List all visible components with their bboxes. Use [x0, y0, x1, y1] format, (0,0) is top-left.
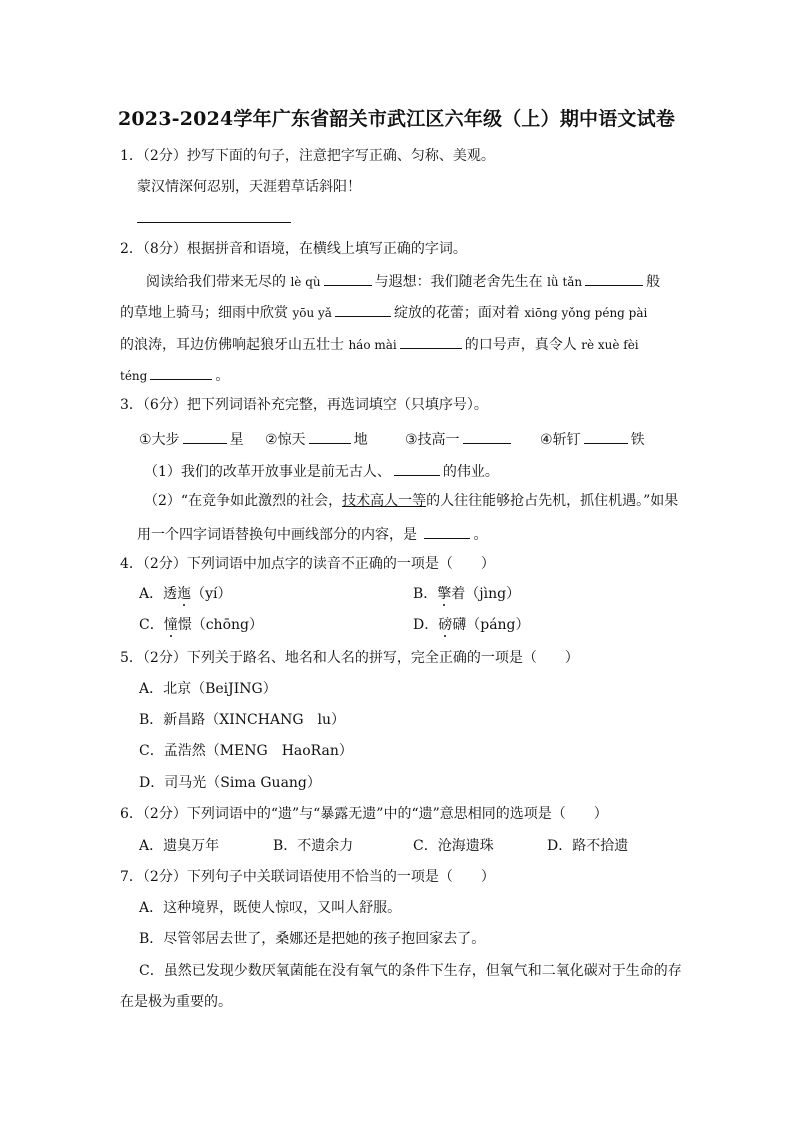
underlined-phrase: 技术高人一等	[342, 493, 427, 509]
question-2-line-2	[120, 302, 647, 322]
q3-sentence-2	[144, 492, 678, 510]
option-text: 礴（páng）	[452, 617, 530, 633]
q6-option-b[interactable]: B．不遗余力	[273, 838, 354, 854]
answer-blank[interactable]	[150, 365, 212, 380]
question-1-stem: 1．（2分）抄写下面的句子，注意把字写正确、匀称、美观。	[120, 148, 495, 164]
pinyin: rè xuè fèi	[581, 338, 639, 352]
q4-option-b[interactable]	[413, 585, 520, 603]
question-4-stem: 4．（2分）下列词语中加点字的读音不正确的一项是（ ）	[120, 556, 495, 572]
option-text: C．	[139, 617, 164, 633]
question-7-stem: 7．（2分）下列句子中关联词语使用不恰当的一项是（ ）	[120, 869, 495, 885]
q5-option-b[interactable]: B．新昌路（XINCHANG lu）	[139, 712, 345, 728]
pinyin: lǜ tǎn	[547, 275, 583, 289]
q3-item-3	[405, 429, 514, 449]
q4-option-c[interactable]	[139, 616, 263, 634]
q5-option-d[interactable]: D．司马光（Sima Guang）	[139, 775, 321, 791]
q4-option-a[interactable]	[139, 585, 232, 603]
q2-text: 的口号声，真令人	[464, 337, 582, 353]
answer-blank[interactable]	[585, 271, 643, 286]
pinyin: háo mài	[348, 338, 397, 352]
answer-blank[interactable]	[309, 429, 351, 444]
q5-option-c[interactable]: C．孟浩然（MENG HaoRan）	[139, 743, 353, 759]
option-text: 憬（chōng）	[177, 617, 263, 633]
q6-option-a[interactable]: A．遗臭万年	[139, 838, 220, 854]
question-6-stem: 6．（2分）下列词语中的“遗”与“暴露无遗”中的“遗”意思相同的选项是（ ）	[120, 806, 608, 822]
q7-option-c-line-1[interactable]: C．虽然已发现少数厌氧菌能在没有氧气的条件下生存，但氧气和二氧化碳对于生命的存	[139, 963, 682, 979]
question-2-line-4	[120, 365, 229, 385]
answer-blank[interactable]	[335, 302, 391, 317]
answer-blank[interactable]	[424, 524, 470, 539]
question-5-stem: 5．（2分）下列关于路名、地名和人名的拼写，完全正确的一项是（ ）	[120, 650, 579, 666]
option-text: D．	[413, 617, 439, 633]
option-text: （yí）	[191, 586, 232, 602]
q6-option-c[interactable]: C．沧海遗珠	[413, 838, 494, 854]
page-title: 2023-2024学年广东省韶关市武江区六年级（上）期中语文试卷	[117, 108, 676, 130]
answer-blank[interactable]	[463, 429, 511, 444]
q2-text: 阅读给我们带来无尽的	[146, 274, 291, 290]
pinyin: téng	[120, 369, 148, 383]
item-number: ①	[139, 432, 152, 448]
q3-item-2	[265, 429, 368, 449]
q3-text: 。	[473, 527, 488, 543]
question-1-sentence: 蒙汉情深何忍别，天涯碧草话斜阳！	[137, 179, 361, 195]
answer-blank[interactable]	[584, 429, 628, 444]
q2-text: 的草地上骑马；细雨中欣赏	[120, 305, 293, 321]
item-text: 大步	[151, 432, 180, 448]
q5-option-a[interactable]: A．北京（BeiJING）	[139, 681, 277, 697]
q7-option-b[interactable]: B．尽管邻居去世了，桑娜还是把她的孩子抱回家去了。	[139, 931, 486, 947]
item-text: 斩钉	[552, 432, 581, 448]
pinyin: xiōng yǒng péng pài	[524, 306, 648, 320]
item-text: 惊天	[277, 432, 306, 448]
q3-text: 用一个四字词语替换句中画线部分的内容，是	[137, 527, 422, 543]
q2-text: 。	[215, 368, 230, 384]
q7-option-a[interactable]: A．这种境界，既使人惊叹，又叫人舒服。	[139, 900, 402, 916]
answer-blank[interactable]	[400, 334, 462, 349]
q3-text: （1）我们的改革开放事业是前无古人、	[144, 464, 391, 480]
q2-text: 般	[646, 274, 661, 290]
dotted-char: 磅	[438, 617, 453, 633]
item-text: 技高一	[417, 432, 460, 448]
q3-item-4	[540, 429, 645, 449]
q6-option-d[interactable]: D．路不拾遗	[547, 838, 629, 854]
q7-option-c-line-2: 在是极为重要的。	[120, 994, 232, 1010]
question-2-line-1	[146, 271, 660, 291]
answer-blank[interactable]	[394, 461, 440, 476]
item-number: ④	[540, 432, 553, 448]
q3-sentence-3	[137, 524, 487, 544]
q2-text: 与遐想：我们随老舍先生在	[374, 274, 548, 290]
question-2-stem: 2．（8分）根据拼音和语境，在横线上填写正确的字词。	[120, 241, 467, 257]
option-text: A．透	[139, 586, 178, 602]
item-number: ②	[265, 432, 278, 448]
q3-item-1	[139, 429, 244, 449]
item-number: ③	[405, 432, 418, 448]
q4-option-d[interactable]	[413, 616, 530, 634]
q3-text: 的伟业。	[442, 464, 499, 480]
option-text: B．	[413, 586, 438, 602]
pinyin: yōu yǎ	[292, 306, 332, 320]
item-text: 星	[229, 432, 244, 448]
dotted-char: 擎	[437, 586, 452, 602]
answer-blank[interactable]	[324, 271, 372, 286]
pinyin: lè qù	[290, 275, 321, 289]
dotted-char: 憧	[163, 617, 178, 633]
item-text: 地	[353, 432, 368, 448]
question-2-line-3	[120, 334, 639, 354]
question-3-stem: 3．（6分）把下列词语补充完整，再选词填空（只填序号）。	[120, 397, 488, 413]
option-text: 着（jìng）	[451, 586, 521, 602]
q2-text: 的浪涛，耳边仿佛响起狼牙山五壮士	[120, 337, 349, 353]
q3-sentence-1	[144, 461, 499, 481]
q2-text: 绽放的花蕾；面对着	[393, 305, 525, 321]
answer-blank[interactable]	[183, 429, 227, 444]
question-1-answer-blank[interactable]	[137, 208, 294, 228]
dotted-char: 迤	[177, 586, 192, 602]
q3-text: 的人往往能够抢占先机，抓住机遇。”如果	[426, 493, 679, 509]
item-text: 铁	[630, 432, 645, 448]
q3-text: （2）“在竞争如此激烈的社会，	[144, 493, 343, 509]
